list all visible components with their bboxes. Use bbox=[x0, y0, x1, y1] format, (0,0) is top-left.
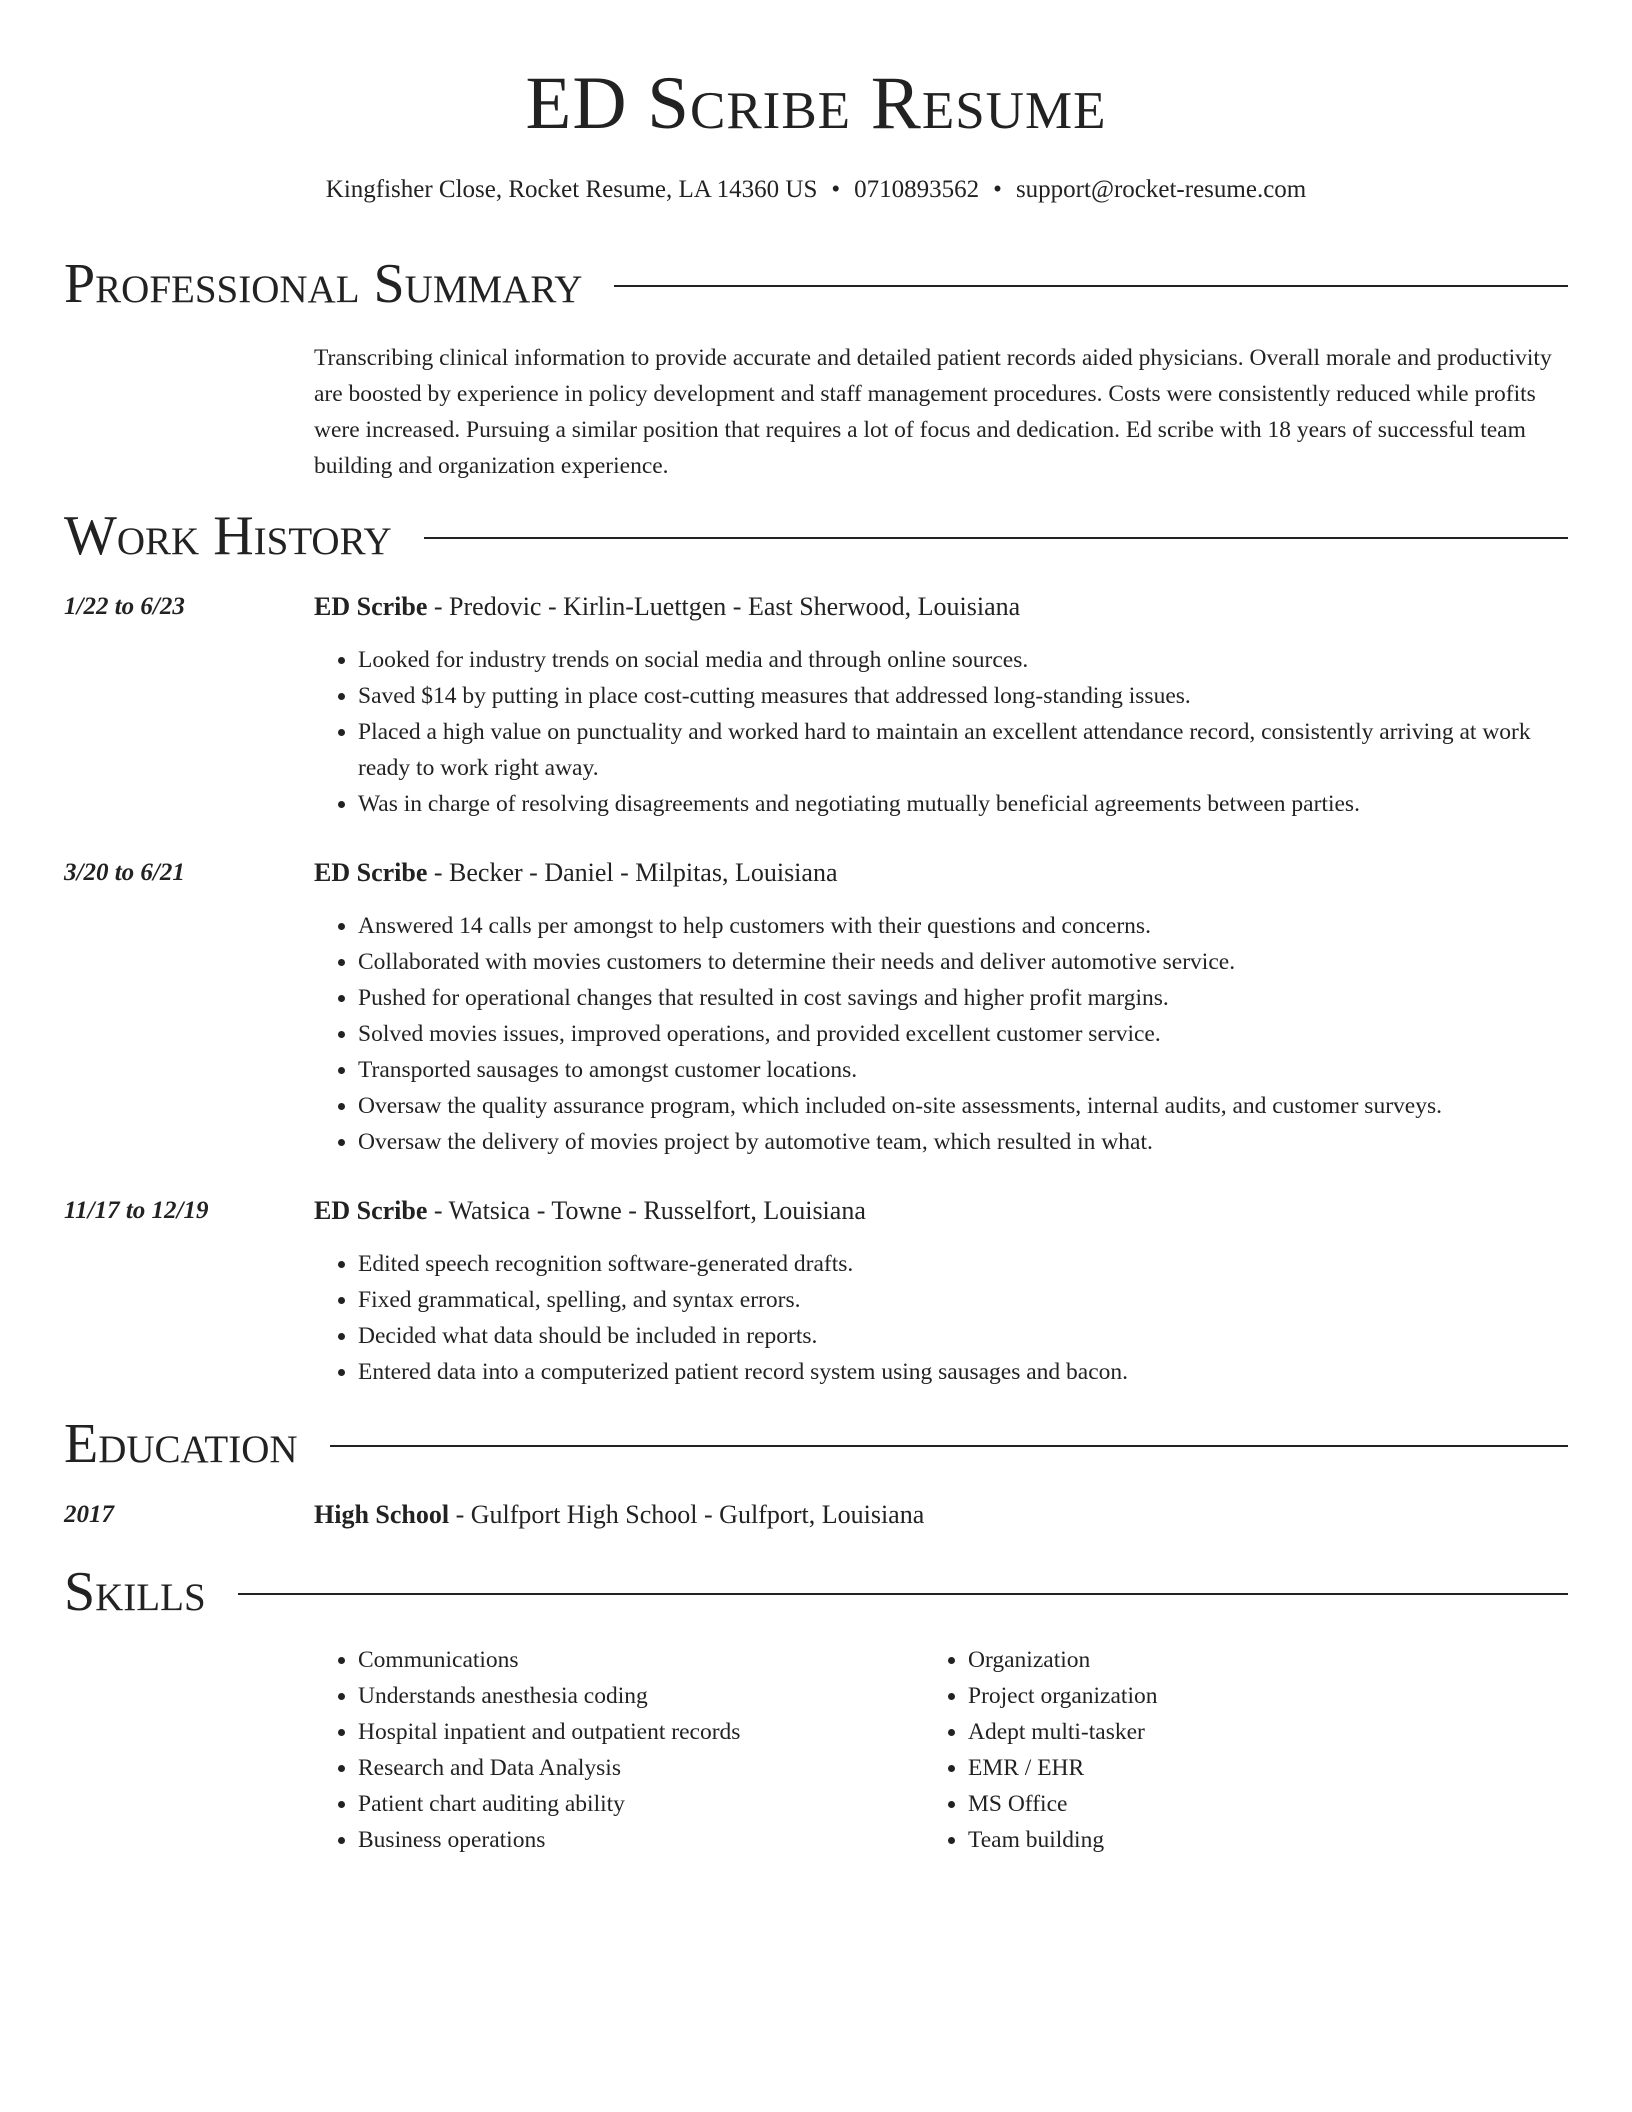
contact-address: Kingfisher Close, Rocket Resume, LA 14360 US bbox=[325, 176, 818, 203]
section-divider bbox=[238, 1593, 1568, 1595]
skill-item: • Patient chart auditing ability bbox=[358, 1786, 918, 1822]
education-year: 2017 bbox=[64, 1501, 114, 1528]
contact-separator: • bbox=[831, 176, 841, 203]
job-bullet: • Entered data into a computerized patient record system using sausages and bacon. bbox=[358, 1354, 1574, 1390]
skills-list-right bbox=[924, 1642, 1528, 1858]
skill-item: • Communications bbox=[358, 1642, 918, 1678]
skill-item: • Team building bbox=[968, 1822, 1528, 1858]
job-dates: 11/17 to 12/19 bbox=[64, 1197, 209, 1224]
job-title: ED Scribe bbox=[314, 1196, 428, 1225]
contact-line bbox=[0, 174, 1632, 206]
job-bullet: • Oversaw the delivery of movies project by automotive team, which resulted in what. bbox=[358, 1124, 1574, 1160]
job-heading bbox=[314, 590, 1020, 624]
skill-item: • Adept multi-tasker bbox=[968, 1714, 1528, 1750]
skill-item: • EMR / EHR bbox=[968, 1750, 1528, 1786]
job-title: ED Scribe bbox=[314, 592, 428, 621]
job-title: ED Scribe bbox=[314, 858, 428, 887]
education-heading bbox=[314, 1498, 924, 1532]
skill-item: • Organization bbox=[968, 1642, 1528, 1678]
job-bullet: • Oversaw the quality assurance program, which included on-site assessments, internal audits, and customer surveys. bbox=[358, 1088, 1574, 1124]
job-details: - Becker - Daniel - Milpitas, Louisiana bbox=[427, 858, 838, 887]
work-section-title: Work History bbox=[64, 505, 392, 567]
job-bullet: • Decided what data should be included in reports. bbox=[358, 1318, 1574, 1354]
skills-section-header bbox=[64, 1560, 1568, 1624]
skill-item: • MS Office bbox=[968, 1786, 1528, 1822]
education-section-title: Education bbox=[64, 1413, 298, 1475]
section-divider bbox=[424, 537, 1568, 539]
job-bullet: • Pushed for operational changes that resulted in cost savings and higher profit margins. bbox=[358, 980, 1574, 1016]
job-details: - Predovic - Kirlin-Luettgen - East Sherwood, Louisiana bbox=[427, 592, 1021, 621]
skill-item: • Understands anesthesia coding bbox=[358, 1678, 918, 1714]
job-bullet: • Placed a high value on punctuality and worked hard to maintain an excellent attendance record, consistently arriving at work ready to work right away. bbox=[358, 714, 1574, 786]
job-bullet: • Saved $14 by putting in place cost-cutting measures that addressed long-standing issues. bbox=[358, 678, 1574, 714]
job-dates: 3/20 to 6/21 bbox=[64, 859, 185, 886]
summary-section-header bbox=[64, 252, 1568, 316]
professional-summary: Transcribing clinical information to provide accurate and detailed patient records aided physicians. Overall morale and productivity are boosted by experience in policy development and staff management procedures. Costs were consistently reduced while profits were increased. Pursuing a similar position that requires a lot of focus and dedication. Ed scribe with 18 years of successful team building and organization experience. bbox=[314, 345, 1552, 479]
skill-item: • Hospital inpatient and outpatient records bbox=[358, 1714, 918, 1750]
skill-item: • Business operations bbox=[358, 1822, 918, 1858]
job-bullet: • Transported sausages to amongst customer locations. bbox=[358, 1052, 1574, 1088]
job-bullet: • Answered 14 calls per amongst to help customers with their questions and concerns. bbox=[358, 908, 1574, 944]
job-bullets bbox=[314, 908, 1574, 1160]
skills-list-left bbox=[314, 1642, 918, 1858]
job-bullet: • Fixed grammatical, spelling, and syntax errors. bbox=[358, 1282, 1574, 1318]
job-bullet: • Edited speech recognition software-generated drafts. bbox=[358, 1246, 1574, 1282]
job-details: - Watsica - Towne - Russelfort, Louisiana bbox=[427, 1196, 866, 1225]
job-bullet: • Solved movies issues, improved operations, and provided excellent customer service. bbox=[358, 1016, 1574, 1052]
job-bullet: • Looked for industry trends on social media and through online sources. bbox=[358, 642, 1574, 678]
skill-item: • Research and Data Analysis bbox=[358, 1750, 918, 1786]
resume-name: ED Scribe Resume bbox=[525, 62, 1107, 145]
education-degree: High School bbox=[314, 1500, 450, 1529]
job-bullets bbox=[314, 642, 1574, 822]
job-dates: 1/22 to 6/23 bbox=[64, 593, 185, 620]
job-heading bbox=[314, 1194, 866, 1228]
education-section-header bbox=[64, 1412, 1568, 1476]
job-heading bbox=[314, 856, 838, 890]
contact-email: support@rocket-resume.com bbox=[1015, 176, 1307, 203]
skill-item: • Project organization bbox=[968, 1678, 1528, 1714]
job-bullets bbox=[314, 1246, 1574, 1390]
contact-phone: 0710893562 bbox=[854, 176, 980, 203]
work-section-header bbox=[64, 504, 1568, 568]
job-bullet: • Was in charge of resolving disagreements and negotiating mutually beneficial agreements between parties. bbox=[358, 786, 1574, 822]
skills-section-title: Skills bbox=[64, 1561, 206, 1623]
contact-separator: • bbox=[993, 176, 1002, 203]
job-bullet: • Collaborated with movies customers to determine their needs and deliver automotive service. bbox=[358, 944, 1574, 980]
summary-section-title: Professional Summary bbox=[64, 253, 583, 315]
education-details: - Gulfport High School - Gulfport, Louisiana bbox=[449, 1500, 925, 1529]
section-divider bbox=[330, 1445, 1568, 1447]
section-divider bbox=[614, 285, 1568, 287]
